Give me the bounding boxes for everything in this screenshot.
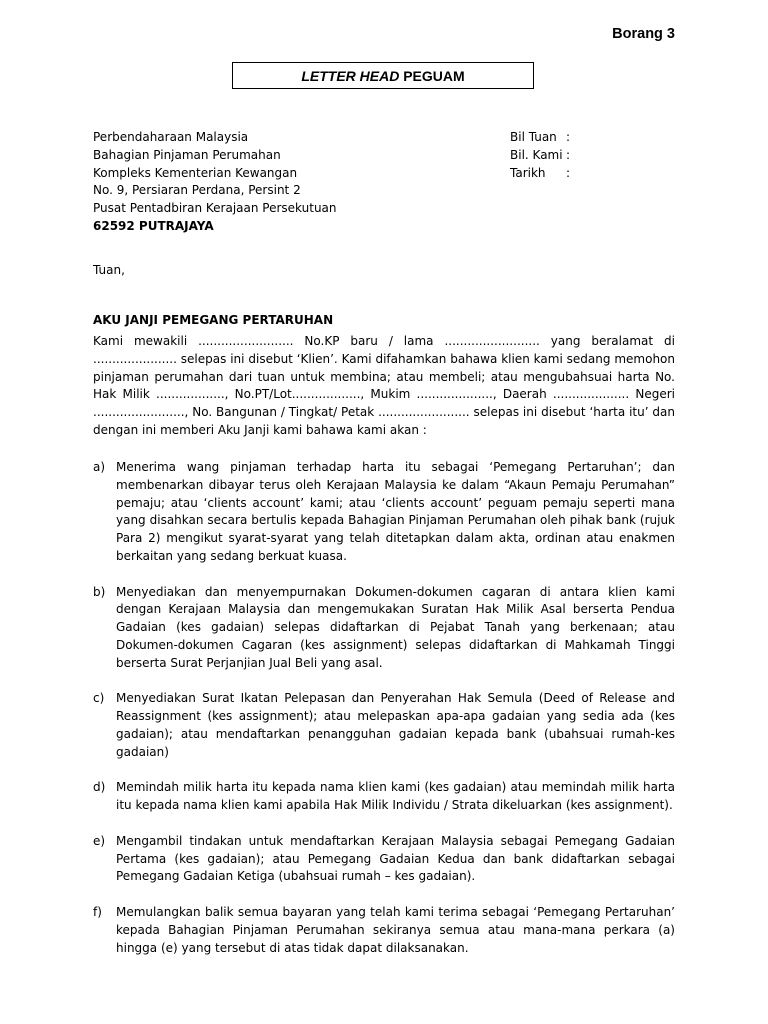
letterhead-placeholder-box bbox=[232, 62, 534, 89]
list-item-text: Menerima wang pinjaman terhadap harta itu sebagai ‘Pemegang Pertaruhan’; dan membenarkan dibayar terus oleh Kerajaan Malaysia ke dalam “Akaun Pemaju Perumahan” pemaju; atau ‘clients account’ kami; atau ‘clients account’ peguam pemaju seperti mana yang disahkan secara bertulis kepada Bahagian Pinjaman Perumahan oleh pihak bank (rujuk Para 2) mengikut syarat-syarat yang telah ditetapkan dalam akta, ordinan atau enakmen berkaitan yang sedang berkuat kuasa. bbox=[116, 460, 675, 563]
subject-heading: AKU JANJI PEMEGANG PERTARUHAN bbox=[93, 313, 334, 327]
list-item-text: Menyediakan Surat Ikatan Pelepasan dan Penyerahan Hak Semula (Deed of Release and Reassignment (kes assignment); atau melepaskan apa-apa gadaian yang sedia ada (kes gadaian); atau mendaftarkan penangguhan gadaian kepada bank (ubahsuai rumah-kes gadaian) bbox=[116, 691, 675, 759]
list-item bbox=[93, 459, 675, 566]
address-line: Pusat Pentadbiran Kerajaan Persekutuan bbox=[93, 201, 337, 216]
list-item bbox=[93, 779, 675, 815]
reference-label: Tarikh bbox=[510, 165, 546, 180]
reference-row bbox=[510, 147, 570, 165]
reference-label: Bil Tuan bbox=[510, 130, 557, 144]
list-item-marker: d) bbox=[93, 780, 106, 795]
intro-paragraph: Kami mewakili ......................... No.KP baru / lama ......................... yang beralamat di ...................... selepas ini disebut ‘Klien’. Kami difahamkan bahawa klien kami sedang memohon pinjaman perumahan dari tuan untuk membina; atau membeli; atau mengubahsuai harta No. Hak Milik .................., No.PT/Lot.................., Mukim ...................., Daerah .................... Negeri ........................, No. Bangunan / Tingkat/ Petak ........................ selepas ini disebut ‘harta itu’ dan dengan ini memberi Aku Janji kami bahawa kami akan : bbox=[93, 334, 675, 437]
list-item bbox=[93, 584, 675, 673]
address-line: Bahagian Pinjaman Perumahan bbox=[93, 147, 281, 162]
undertaking-list bbox=[93, 459, 675, 975]
list-item-text: Memindah milik harta itu kepada nama klien kami (kes gadaian) atau memindah milik harta itu kepada nama klien kami apabila Hak Milik Individu / Strata dikeluarkan (kes assignment). bbox=[116, 780, 675, 813]
list-item-marker: f) bbox=[93, 904, 102, 919]
form-number: Borang 3 bbox=[612, 26, 675, 42]
list-item-marker: e) bbox=[93, 833, 106, 848]
letterhead-text: PEGUAM bbox=[399, 67, 465, 84]
list-item bbox=[93, 833, 675, 886]
list-item-marker: c) bbox=[93, 691, 105, 706]
list-item bbox=[93, 690, 675, 761]
address-postcode-city: 62592 PUTRAJAYA bbox=[93, 218, 214, 233]
salutation: Tuan, bbox=[93, 263, 125, 277]
list-item bbox=[93, 904, 675, 957]
recipient-address bbox=[93, 129, 675, 236]
reference-separator: : bbox=[566, 130, 571, 144]
reference-separator: : bbox=[566, 147, 571, 162]
list-item-text: Mengambil tindakan untuk mendaftarkan Kerajaan Malaysia sebagai Pemegang Gadaian Pertama (kes gadaian); atau Pemegang Gadaian Kedua dan bank didaftarkan sebagai Pemegang Gadaian Ketiga (ubahsuai rumah – kes gadaian). bbox=[116, 833, 675, 884]
address-line: Kompleks Kementerian Kewangan bbox=[93, 165, 298, 180]
address-line: No. 9, Persiaran Perdana, Persint 2 bbox=[93, 183, 301, 198]
reference-row bbox=[510, 129, 570, 147]
list-item-marker: b) bbox=[93, 584, 106, 599]
list-item-text: Memulangkan balik semua bayaran yang telah kami terima sebagai ‘Pemegang Pertaruhan’ kepada Bahagian Pinjaman Perumahan sekiranya semua atau mana-mana perkara (a) hingga (e) yang tersebut di atas tidak dapat dilaksanakan. bbox=[116, 904, 675, 955]
reference-row bbox=[510, 165, 570, 183]
letterhead-italic-text: LETTER HEAD bbox=[301, 67, 400, 84]
list-item-text: Menyediakan dan menyempurnakan Dokumen-dokumen cagaran di antara klien kami dengan Kerajaan Malaysia dan mengemukakan Suratan Hak Milik Asal berserta Pendua Gadaian (kes gadaian) selepas didaftarkan di Pejabat Tanah yang berkenaan; atau Dokumen-dokumen Cagaran (kes assignment) selepas didaftarkan di Mahkamah Tinggi berserta Surat Perjanjian Jual Beli yang asal. bbox=[116, 584, 675, 670]
reference-separator: : bbox=[566, 165, 571, 180]
reference-label: Bil. Kami bbox=[510, 147, 563, 162]
reference-block bbox=[510, 129, 570, 182]
list-item-marker: a) bbox=[93, 460, 106, 474]
address-line: Perbendaharaan Malaysia bbox=[93, 130, 249, 144]
